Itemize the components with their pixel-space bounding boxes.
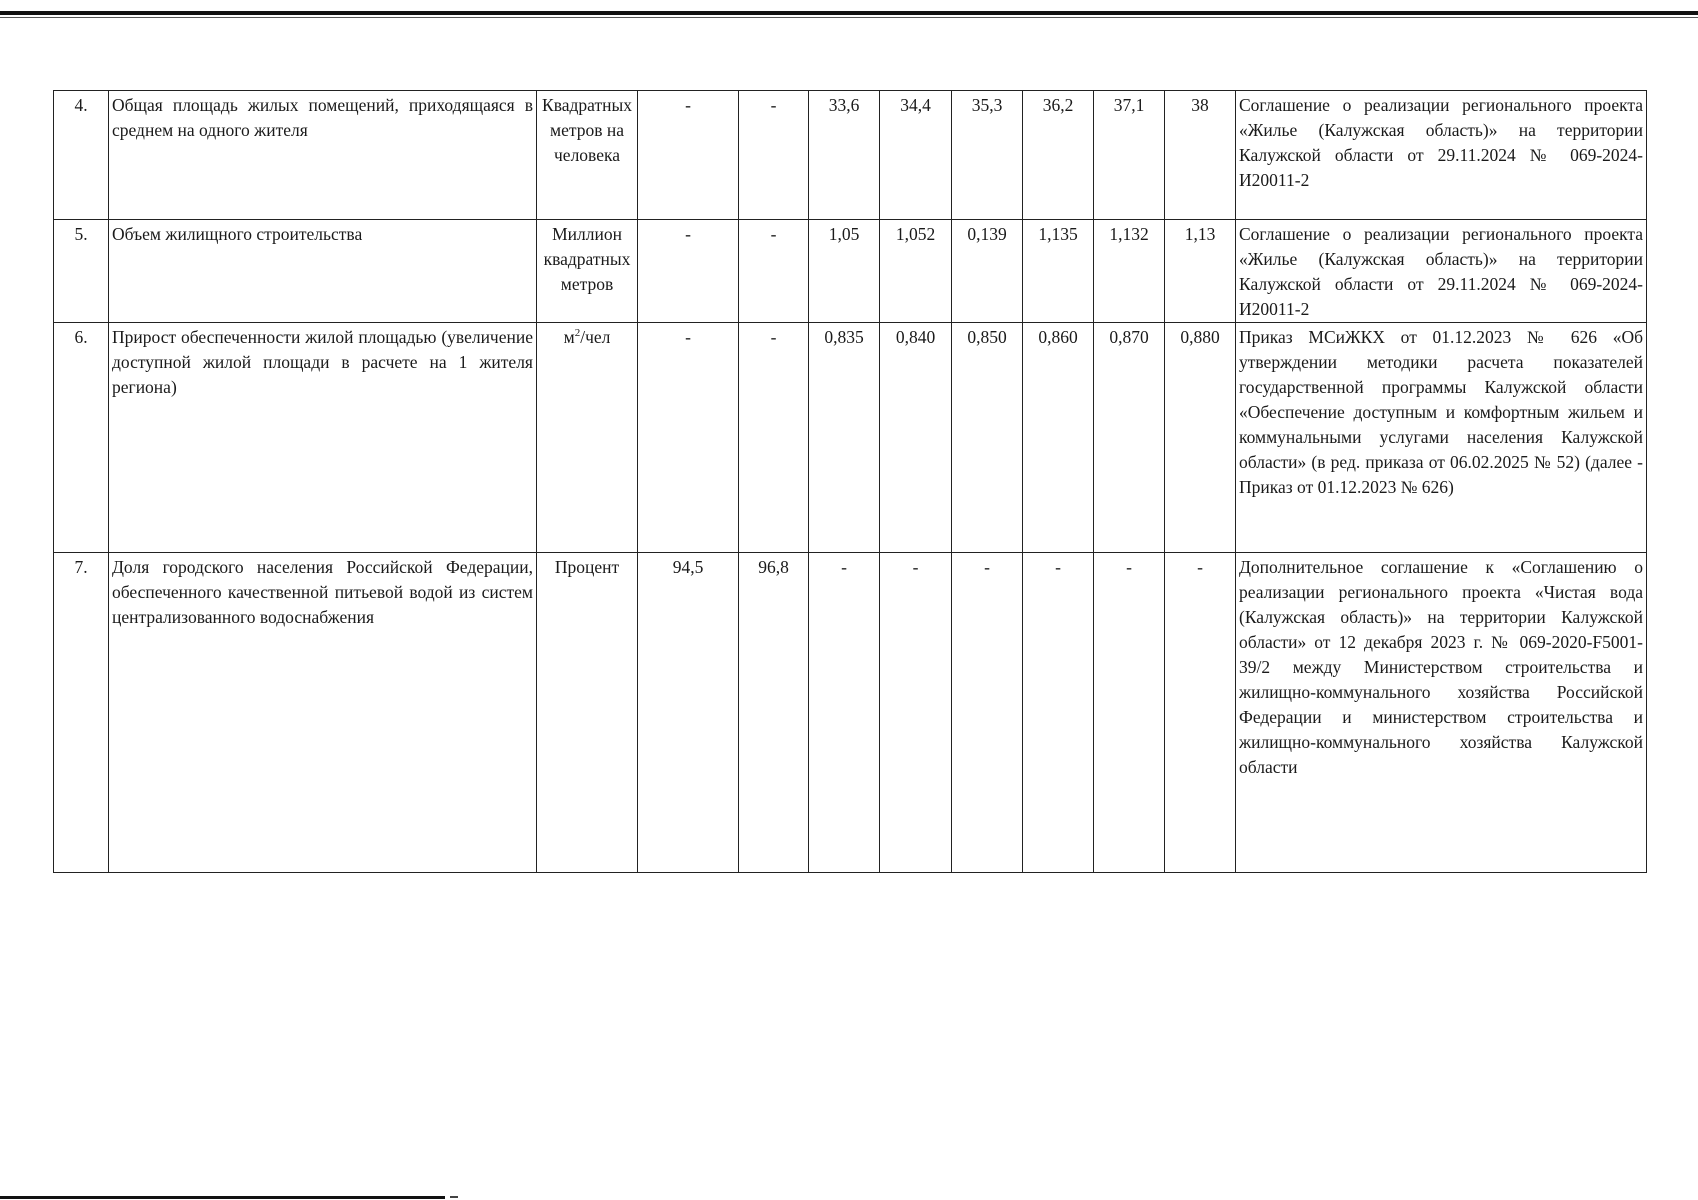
table-row xyxy=(54,323,1647,553)
value-cell-1: 94,5 xyxy=(638,553,739,873)
value-cell-3: 1,05 xyxy=(809,220,880,323)
value-cell-8: 0,880 xyxy=(1165,323,1236,553)
row-number: 5. xyxy=(54,220,109,323)
source-cell: Приказ МСиЖКХ от 01.12.2023 № 626 «Об утверждении методики расчета показателей государственной программы Калужской области «Обеспечение доступным и комфортным жильем и коммунальными услугами населения Калужской области» (в ред. приказа от 06.02.2025 № 52) (далее - Приказ от 01.12.2023 № 626) xyxy=(1236,323,1647,553)
scan-edge-bottom-tick xyxy=(450,1196,458,1198)
value-cell-7: 1,132 xyxy=(1094,220,1165,323)
indicator-name: Объем жилищного строительства xyxy=(109,220,537,323)
value-cell-7: 37,1 xyxy=(1094,91,1165,220)
indicators-table xyxy=(53,90,1647,873)
scan-edge-top xyxy=(0,11,1698,15)
value-cell-2: - xyxy=(739,323,809,553)
unit-cell: Миллион квадратных метров xyxy=(537,220,638,323)
value-cell-8: 1,13 xyxy=(1165,220,1236,323)
source-cell: Дополнительное соглашение к «Соглашению о реализации регионального проекта «Чистая вода (Калужская область)» на территории Калужской области» от 12 декабря 2023 г. № 069-2020-F5001-39/2 между Министерством строительства и жилищно-коммунального хозяйства Российской Федерации и министерством строительства и жилищно-коммунального хозяйства Калужской области xyxy=(1236,553,1647,873)
unit-cell xyxy=(537,323,638,553)
unit-base: м xyxy=(563,327,575,347)
value-cell-2: - xyxy=(739,91,809,220)
value-cell-4: 1,052 xyxy=(880,220,952,323)
value-cell-5: 35,3 xyxy=(952,91,1023,220)
value-cell-4: 34,4 xyxy=(880,91,952,220)
value-cell-2: - xyxy=(739,220,809,323)
table-row xyxy=(54,553,1647,873)
value-cell-6: 36,2 xyxy=(1023,91,1094,220)
value-cell-6: 1,135 xyxy=(1023,220,1094,323)
value-cell-6: 0,860 xyxy=(1023,323,1094,553)
unit-cell: Процент xyxy=(537,553,638,873)
source-cell: Соглашение о реализации регионального проекта «Жилье (Калужская область)» на территории Калужской области от 29.11.2024 № 069-2024-И20011-2 xyxy=(1236,220,1647,323)
value-cell-4: 0,840 xyxy=(880,323,952,553)
unit-rest: /чел xyxy=(580,327,611,347)
value-cell-8: - xyxy=(1165,553,1236,873)
indicator-name: Прирост обеспеченности жилой площадью (увеличение доступной жилой площади в расчете на 1 жителя региона) xyxy=(109,323,537,553)
value-cell-7: 0,870 xyxy=(1094,323,1165,553)
value-cell-2: 96,8 xyxy=(739,553,809,873)
table-row xyxy=(54,91,1647,220)
value-cell-1: - xyxy=(638,91,739,220)
indicator-name: Доля городского населения Российской Федерации, обеспеченного качественной питьевой водой из систем централизованного водоснабжения xyxy=(109,553,537,873)
value-cell-7: - xyxy=(1094,553,1165,873)
unit-superscript: 2 xyxy=(574,327,581,340)
value-cell-5: 0,850 xyxy=(952,323,1023,553)
source-cell: Соглашение о реализации регионального проекта «Жилье (Калужская область)» на территории Калужской области от 29.11.2024 № 069-2024-И20011-2 xyxy=(1236,91,1647,220)
indicator-name: Общая площадь жилых помещений, приходящаяся в среднем на одного жителя xyxy=(109,91,537,220)
value-cell-5: 0,139 xyxy=(952,220,1023,323)
value-cell-5: - xyxy=(952,553,1023,873)
value-cell-1: - xyxy=(638,220,739,323)
value-cell-1: - xyxy=(638,323,739,553)
row-number: 6. xyxy=(54,323,109,553)
value-cell-4: - xyxy=(880,553,952,873)
value-cell-3: - xyxy=(809,553,880,873)
scan-edge-bottom xyxy=(0,1196,445,1199)
table-row xyxy=(54,220,1647,323)
unit-cell: Квадратных метров на человека xyxy=(537,91,638,220)
value-cell-6: - xyxy=(1023,553,1094,873)
row-number: 4. xyxy=(54,91,109,220)
value-cell-3: 0,835 xyxy=(809,323,880,553)
scan-edge-top-thin xyxy=(0,17,1698,18)
row-number: 7. xyxy=(54,553,109,873)
value-cell-8: 38 xyxy=(1165,91,1236,220)
value-cell-3: 33,6 xyxy=(809,91,880,220)
